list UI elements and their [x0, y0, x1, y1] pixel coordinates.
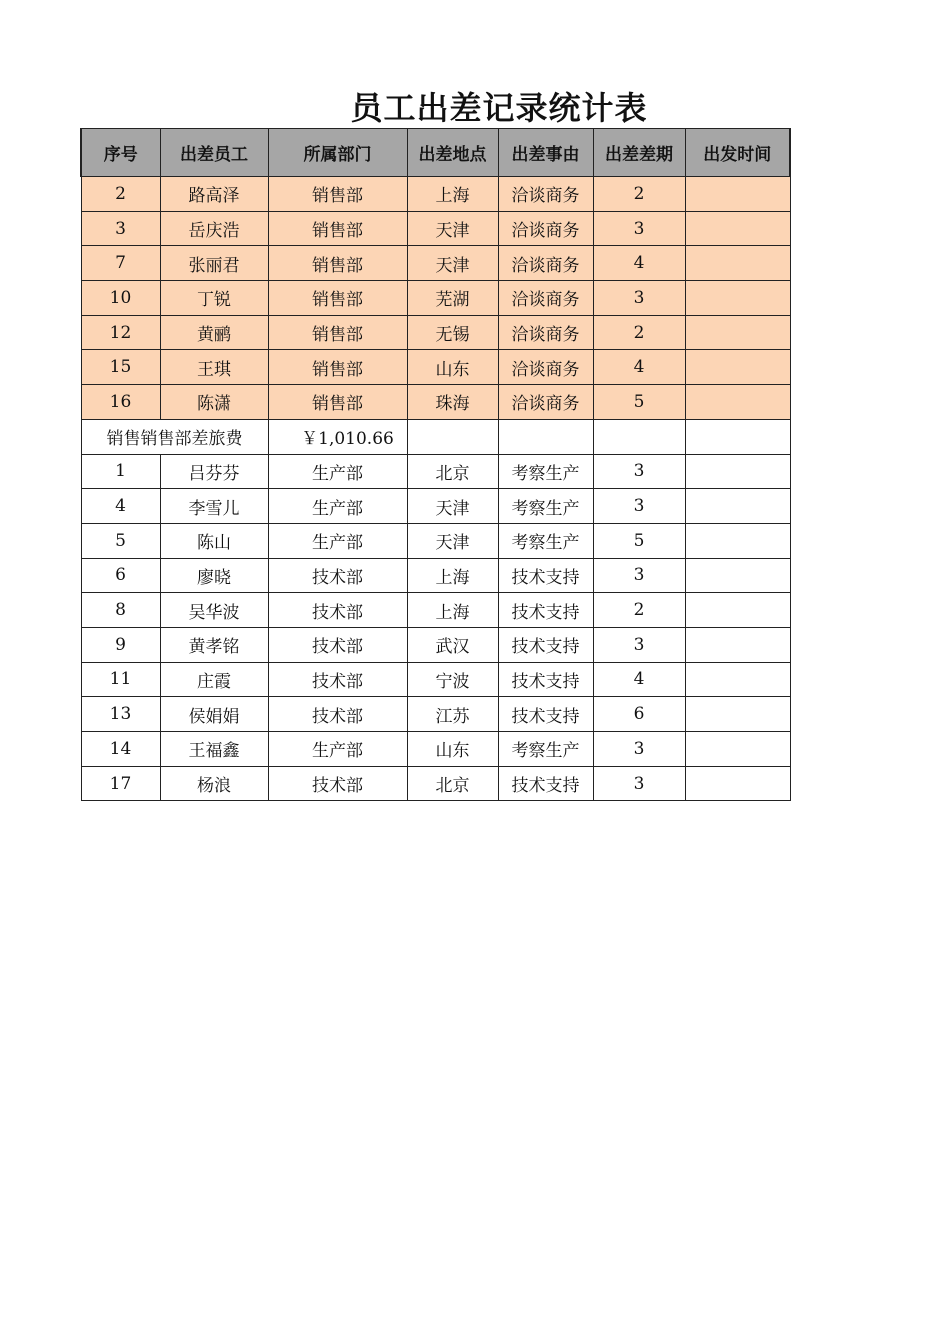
cell-id[interactable]: 9 — [81, 627, 160, 662]
cell-reason[interactable]: 技术支持 — [498, 558, 593, 593]
cell-dept[interactable]: 生产部 — [268, 523, 407, 558]
cell-name[interactable]: 黄孝铭 — [160, 627, 268, 662]
cell-name[interactable]: 王福鑫 — [160, 732, 268, 767]
cell-dept[interactable]: 技术部 — [268, 627, 407, 662]
cell-days[interactable]: 3 — [593, 281, 685, 316]
cell-id[interactable]: 5 — [81, 523, 160, 558]
cell-name[interactable]: 吴华波 — [160, 593, 268, 628]
table-body — [81, 177, 790, 801]
table-row — [81, 246, 790, 281]
table-row — [81, 454, 790, 489]
table-row — [81, 627, 790, 662]
cell-days[interactable]: 4 — [593, 246, 685, 281]
cell-id[interactable]: 7 — [81, 246, 160, 281]
cell-days[interactable]: 4 — [593, 350, 685, 385]
cell-name[interactable]: 侯娟娟 — [160, 697, 268, 732]
cell-id[interactable]: 15 — [81, 350, 160, 385]
cell-start[interactable] — [685, 766, 790, 801]
empty-cell[interactable] — [685, 419, 790, 454]
cell-id[interactable]: 12 — [81, 315, 160, 350]
cell-dept[interactable]: 生产部 — [268, 489, 407, 524]
cell-reason[interactable]: 技术支持 — [498, 766, 593, 801]
empty-cell[interactable] — [593, 419, 685, 454]
cell-start[interactable] — [685, 454, 790, 489]
header-cell-name[interactable]: 出差员工 — [160, 129, 268, 177]
cell-dept[interactable]: 技术部 — [268, 662, 407, 697]
cell-reason[interactable]: 考察生产 — [498, 489, 593, 524]
cell-reason[interactable]: 洽谈商务 — [498, 281, 593, 316]
cell-dept[interactable]: 销售部 — [268, 315, 407, 350]
cell-days[interactable]: 2 — [593, 593, 685, 628]
cell-days[interactable]: 3 — [593, 454, 685, 489]
cell-id[interactable]: 3 — [81, 211, 160, 246]
cell-dept[interactable]: 生产部 — [268, 454, 407, 489]
cell-place[interactable]: 珠海 — [407, 385, 498, 420]
cell-dept[interactable]: 销售部 — [268, 385, 407, 420]
subtotal-label[interactable]: 销售销售部差旅费 — [81, 419, 268, 454]
table-row — [81, 315, 790, 350]
table-row — [81, 732, 790, 767]
cell-id[interactable]: 16 — [81, 385, 160, 420]
table-row — [81, 697, 790, 732]
cell-days[interactable]: 2 — [593, 315, 685, 350]
cell-reason[interactable]: 技术支持 — [498, 593, 593, 628]
cell-id[interactable]: 13 — [81, 697, 160, 732]
cell-id[interactable]: 14 — [81, 732, 160, 767]
cell-dept[interactable]: 销售部 — [268, 281, 407, 316]
cell-reason[interactable]: 考察生产 — [498, 523, 593, 558]
table-row — [81, 350, 790, 385]
header-row — [81, 129, 790, 177]
cell-start[interactable] — [685, 350, 790, 385]
cell-days[interactable]: 3 — [593, 211, 685, 246]
header-cell-start[interactable]: 出发时间 — [685, 129, 790, 177]
cell-place[interactable]: 无锡 — [407, 315, 498, 350]
cell-id[interactable]: 8 — [81, 593, 160, 628]
cell-days[interactable]: 3 — [593, 489, 685, 524]
cell-dept[interactable]: 销售部 — [268, 211, 407, 246]
cell-reason[interactable]: 洽谈商务 — [498, 385, 593, 420]
cell-days[interactable]: 2 — [593, 177, 685, 212]
cell-name[interactable]: 王琪 — [160, 350, 268, 385]
cell-start[interactable] — [685, 697, 790, 732]
cell-name[interactable]: 路高泽 — [160, 177, 268, 212]
sheet-title: 员工出差记录统计表 — [350, 89, 648, 127]
table-row — [81, 558, 790, 593]
cell-name[interactable]: 庄霞 — [160, 662, 268, 697]
cell-name[interactable]: 黄鹂 — [160, 315, 268, 350]
cell-start[interactable] — [685, 662, 790, 697]
cell-id[interactable]: 4 — [81, 489, 160, 524]
table-row — [81, 489, 790, 524]
header-cell-dept[interactable]: 所属部门 — [268, 129, 407, 177]
cell-days[interactable]: 3 — [593, 627, 685, 662]
cell-start[interactable] — [685, 558, 790, 593]
cell-reason[interactable]: 洽谈商务 — [498, 177, 593, 212]
subtotal-row — [81, 419, 790, 454]
cell-place[interactable]: 天津 — [407, 211, 498, 246]
cell-place[interactable]: 北京 — [407, 454, 498, 489]
cell-name[interactable]: 陈山 — [160, 523, 268, 558]
table-row — [81, 593, 790, 628]
cell-place[interactable]: 天津 — [407, 489, 498, 524]
cell-place[interactable]: 江苏 — [407, 697, 498, 732]
cell-reason[interactable]: 技术支持 — [498, 627, 593, 662]
cell-id[interactable]: 17 — [81, 766, 160, 801]
header-cell-id[interactable]: 序号 — [81, 129, 160, 177]
cell-days[interactable]: 3 — [593, 732, 685, 767]
cell-id[interactable]: 2 — [81, 177, 160, 212]
cell-reason[interactable]: 洽谈商务 — [498, 350, 593, 385]
cell-place[interactable]: 山东 — [407, 732, 498, 767]
cell-dept[interactable]: 销售部 — [268, 350, 407, 385]
header-cell-place[interactable]: 出差地点 — [407, 129, 498, 177]
cell-place[interactable]: 北京 — [407, 766, 498, 801]
cell-place[interactable]: 天津 — [407, 246, 498, 281]
cell-reason[interactable]: 考察生产 — [498, 454, 593, 489]
cell-name[interactable]: 岳庆浩 — [160, 211, 268, 246]
cell-dept[interactable]: 销售部 — [268, 177, 407, 212]
table-row — [81, 385, 790, 420]
cell-name[interactable]: 吕芬芬 — [160, 454, 268, 489]
cell-days[interactable]: 4 — [593, 662, 685, 697]
header-cell-reason[interactable]: 出差事由 — [498, 129, 593, 177]
cell-place[interactable]: 天津 — [407, 523, 498, 558]
cell-dept[interactable]: 销售部 — [268, 246, 407, 281]
cell-days[interactable]: 5 — [593, 523, 685, 558]
cell-id[interactable]: 11 — [81, 662, 160, 697]
cell-start[interactable] — [685, 593, 790, 628]
table-row — [81, 662, 790, 697]
cell-days[interactable]: 3 — [593, 766, 685, 801]
cell-dept[interactable]: 技术部 — [268, 697, 407, 732]
cell-place[interactable]: 山东 — [407, 350, 498, 385]
cell-reason[interactable]: 洽谈商务 — [498, 246, 593, 281]
cell-start[interactable] — [685, 489, 790, 524]
cell-name[interactable]: 丁锐 — [160, 281, 268, 316]
empty-cell[interactable] — [498, 419, 593, 454]
table-row — [81, 766, 790, 801]
cell-name[interactable]: 廖晓 — [160, 558, 268, 593]
cell-start[interactable] — [685, 211, 790, 246]
travel-record-table — [80, 128, 791, 801]
cell-place[interactable]: 芜湖 — [407, 281, 498, 316]
cell-dept[interactable]: 技术部 — [268, 593, 407, 628]
cell-id[interactable]: 6 — [81, 558, 160, 593]
cell-days[interactable]: 3 — [593, 558, 685, 593]
empty-cell[interactable] — [407, 419, 498, 454]
cell-start[interactable] — [685, 732, 790, 767]
cell-id[interactable]: 1 — [81, 454, 160, 489]
table-row — [81, 281, 790, 316]
cell-start[interactable] — [685, 315, 790, 350]
cell-place[interactable]: 武汉 — [407, 627, 498, 662]
cell-reason[interactable]: 技术支持 — [498, 662, 593, 697]
cell-reason[interactable]: 洽谈商务 — [498, 315, 593, 350]
table-row — [81, 211, 790, 246]
cell-reason[interactable]: 洽谈商务 — [498, 211, 593, 246]
cell-name[interactable]: 杨浪 — [160, 766, 268, 801]
cell-dept[interactable]: 技术部 — [268, 558, 407, 593]
cell-start[interactable] — [685, 281, 790, 316]
cell-reason[interactable]: 技术支持 — [498, 697, 593, 732]
cell-name[interactable]: 张丽君 — [160, 246, 268, 281]
cell-name[interactable]: 李雪儿 — [160, 489, 268, 524]
cell-id[interactable]: 10 — [81, 281, 160, 316]
cell-reason[interactable]: 考察生产 — [498, 732, 593, 767]
cell-start[interactable] — [685, 177, 790, 212]
cell-place[interactable]: 上海 — [407, 558, 498, 593]
table-row — [81, 523, 790, 558]
cell-start[interactable] — [685, 523, 790, 558]
cell-name[interactable]: 陈潇 — [160, 385, 268, 420]
cell-start[interactable] — [685, 246, 790, 281]
cell-days[interactable]: 5 — [593, 385, 685, 420]
cell-place[interactable]: 上海 — [407, 177, 498, 212]
cell-place[interactable]: 上海 — [407, 593, 498, 628]
cell-place[interactable]: 宁波 — [407, 662, 498, 697]
subtotal-value[interactable]: ￥1,010.66 — [268, 419, 407, 454]
cell-dept[interactable]: 技术部 — [268, 766, 407, 801]
header-cell-days[interactable]: 出差差期 — [593, 129, 685, 177]
cell-start[interactable] — [685, 385, 790, 420]
cell-start[interactable] — [685, 627, 790, 662]
cell-dept[interactable]: 生产部 — [268, 732, 407, 767]
cell-days[interactable]: 6 — [593, 697, 685, 732]
table-row — [81, 177, 790, 212]
